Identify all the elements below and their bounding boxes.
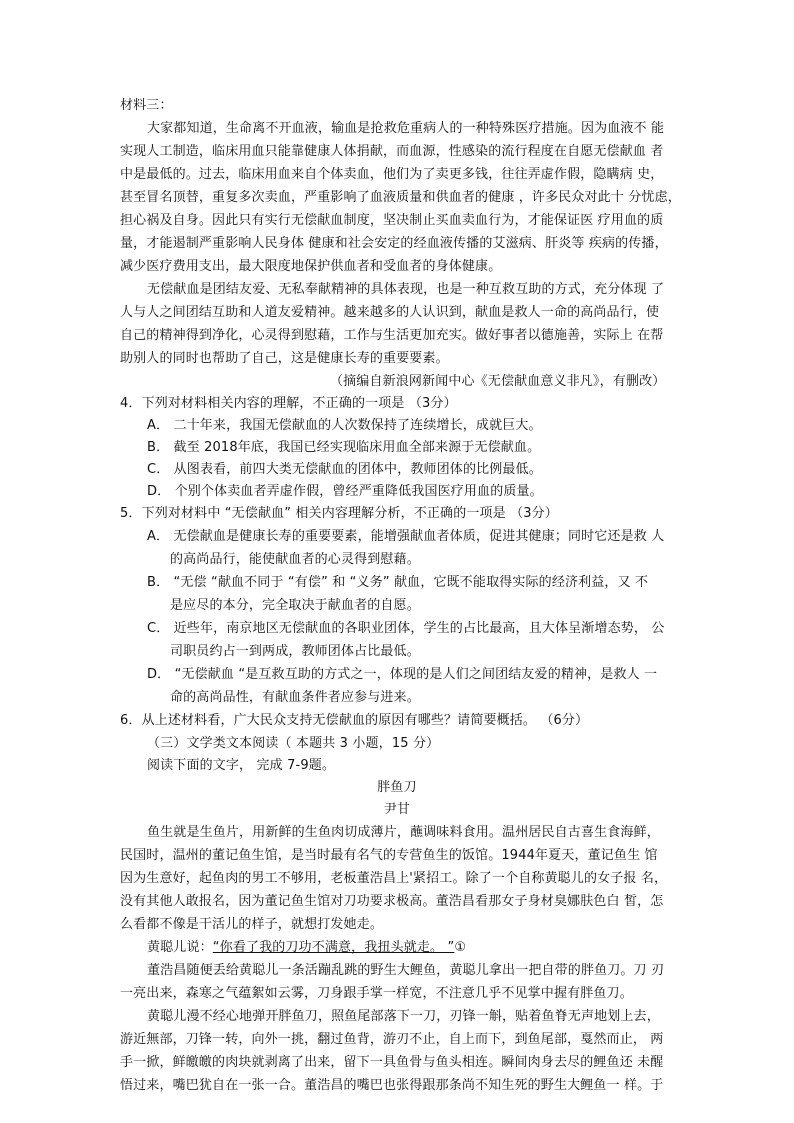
paragraph-line: 一亮出来，森寒之气蕴絮如云雾，刀身跟手掌一样宽，不注意几乎不见掌中握有胖鱼刀。 [120,986,633,1001]
paragraph-line: 中是最低的。过去，临床用血来自个体卖血，他们为了卖更多钱，往往弄虚作假，隐瞒病 史， [120,167,664,182]
q5-option-a-cont: 的高尚品行，能使献血者的心灵得到慰藉。 [170,552,420,567]
paragraph-line: 担心祸及自身。因此只有实行无偿献血制度，坚决制止买血卖血行为，才能保证医 疗用血的质 [120,213,664,228]
paragraph-line: 助别人的同时也帮助了自己，这是健康长寿的重要要素。 [120,351,449,366]
source-citation: （摘编自新浪网新闻中心《无偿献血意义非凡》，有删改） [330,374,666,389]
paragraph-line: 手一掀，鲜皦皦的肉块就剥离了出来，留下一具鱼骨与鱼头相连。瞬间肉身去尽的鲤鱼还 未醒 [120,1055,664,1070]
story-author: 尹甘 [383,802,411,817]
paragraph-line: 实现人工制造，临床用血只能靠健康人体捐献，而血源，性感染的流行程度在自愿无偿献血 者 [120,144,664,159]
paragraph-line: 么看都不像是干活儿的样子，就想打发她走。 [120,917,384,932]
q4-option-d: D． 个别个体卖血者弄虚作假，曾经严重降低我国医疗用血的质量。 [147,484,543,499]
q5-option-c-cont: 司职员约占一到两成，教师团体占比最低。 [170,644,420,659]
section-instruction: 阅读下面的文字， 完成 7-9题。 [147,758,336,773]
q5-option-b-cont: 是应尽的本分，完全取决于献血者的自愿。 [170,598,420,613]
paragraph-line: 无偿献血是团结友爱、无私奉献精神的具体表现，也是一种互救互助的方式，充分体现 了 [147,282,665,297]
paragraph-line: 大家都知道，生命离不开血液，输血是抢救危重病人的一种特殊医疗措施。因为血液不 能 [147,121,665,136]
q4-option-b: B． 截至 2018年底，我国已经实现临床用血全部来源于无偿献血。 [147,440,541,455]
underlined-quote: “你看了我的刀功不满意，我扭头就走。 ” [212,940,455,955]
q4-option-a: A． 二十年来，我国无偿献血的人次数保持了连续增长，成就巨大。 [147,418,542,433]
q5-option-c: C． 近些年，南京地区无偿献血的各职业团体，学生的占比最高，且大体呈渐增态势， 公 [147,621,665,636]
speaker-prefix: 黄聪儿说： [147,940,213,955]
q5-option-a: A． 无偿献血是健康长寿的重要要素，能增强献血者体质，促进其健康；同时它还是救 人 [147,529,665,544]
question-4-stem: 4．下列对材料相关内容的理解，不正确的一项是 （3分） [120,396,457,411]
paragraph-line: 游近無部，刀锋一转，向外一挑，翻过鱼背，游刃不止，自上而下，到鱼尾部，戛然而止， 两 [120,1032,664,1047]
material-heading: 材料三： [120,98,173,113]
section-heading: （三）文学类文本阅读（ 本题共 3 小题，15 分） [147,736,440,751]
q5-option-b: B． “无偿 “献血不同于 “有偿” 和 “义务” 献血，它既不能取得实际的经济利益，又 不 [147,575,649,590]
paragraph-line: 人与人之间团结互助和人道友爱精神。越来越多的人认识到，献血是救人一命的高尚品行，使 [120,305,660,320]
q4-option-c: C． 从图表看，前四大类无偿献血的团体中，教师团体的比例最低。 [147,462,542,477]
question-5-stem: 5．下列对材料中 “无偿献血” 相关内容理解分析，不正确的一项是 （3分） [120,506,558,521]
paragraph-line: 黄聪儿漫不经心地弹开胖鱼刀，照鱼尾部落下一刀，刃锋一斛，贴着鱼脊无声地划上去， [147,1009,660,1024]
paragraph-line: 鱼生就是生鱼片，用新鲜的生鱼肉切成薄片，蘸调味料食用。温州居民自古喜生食海鲜， [147,825,660,840]
paragraph-line: 董浩昌随便丢给黄聪儿一条活蹦乱跳的野生大鲤鱼，黄聪儿拿出一把自带的胖鱼刀。刀 刃 [147,963,665,978]
paragraph-line: 自己的精神得到净化，心灵得到慰藉，工作与生活更加充实。做好事者以德施善，实际上 在帮 [120,328,664,343]
dialogue-line [147,938,466,958]
annotation-mark: ① [454,940,467,955]
paragraph-line: 量，才能遏制严重影响人民身体 健康和社会安定的经血液传播的艾滋病、肝炎等 疾病的传播， [120,236,668,251]
paragraph-line: 悟过来，嘴巴犹自在一张一合。董浩昌的嘴巴也张得跟那条尚不知生死的野生大鲤鱼一 样。于 [120,1078,664,1093]
paragraph-line: 因为生意好，起鱼肉的男工不够用，老板董浩昌上'紧招工。除了一个自称黄聪儿的女子报 名， [120,871,668,886]
q5-option-d-cont: 命的高尚品性，有献血条件者应参与进来。 [170,690,420,705]
story-title: 胖鱼刀 [377,780,417,795]
q5-option-d: D． “无偿献血 “是互救互助的方式之一，体现的是人们之间团结友爱的精神，是救人 一 [147,667,658,682]
paragraph-line: 减少医疗费用支出，最大限度地保护供血者和受血者的身体健康。 [120,259,502,274]
paragraph-line: 没有其他人敢报名，因为董记鱼生馆对刀功要求极高。董浩昌看那女子身材臭娜肤色白 皙，怎 [120,894,664,909]
paragraph-line: 甚至冒名顶替，重复多次卖血，严重影响了血液质量和供血者的健康 ，许多民众对此十 分忧虑， [120,190,681,205]
question-6-stem: 6．从上述材料看，广大民众支持无偿献血的原因有哪些？请简要概括。 （6分） [120,713,589,728]
paragraph-line: 民国时，温州的董记鱼生馆，是当时最有名气的专营鱼生的饭馆。1944年夏天，董记鱼生 馆 [120,848,658,863]
